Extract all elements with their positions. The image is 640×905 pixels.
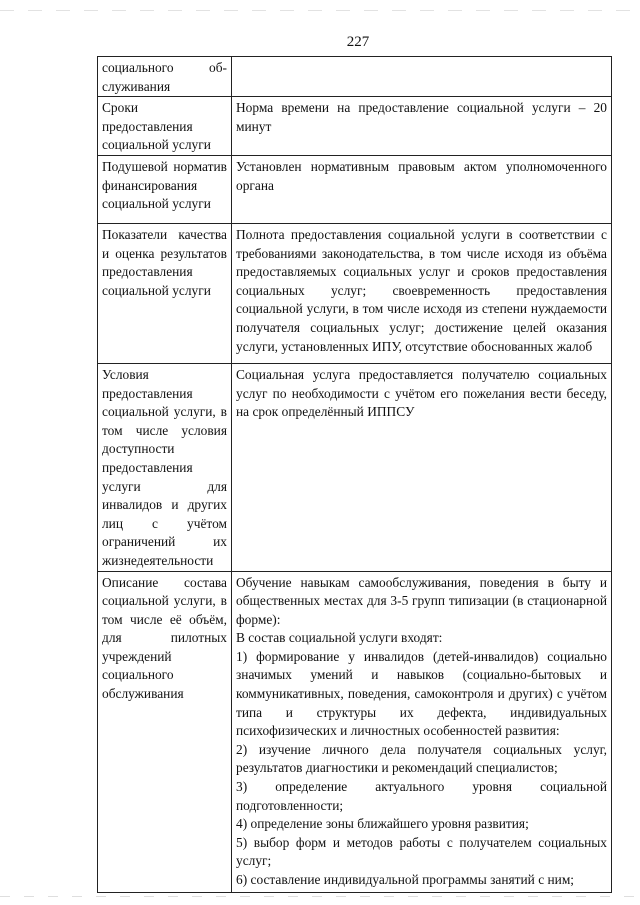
table-row xyxy=(98,97,612,156)
service-line: Обучение навыкам самообслуживания, поведения в быту и общественных местах для 3-5 групп типизации (в стационарной форме): xyxy=(236,574,607,627)
row-label: Подушевой норматив финансирования социальной услуги xyxy=(98,155,232,223)
row-value xyxy=(232,57,612,97)
row-value: Норма времени на предоставление социальной услуги – 20 минут xyxy=(232,97,612,156)
page-number: 227 xyxy=(346,34,370,50)
row-value: Социальная услуга предоставляется получателю социальных услуг по необходимости с учётом его пожелания вести беседу, на срок определённый ИППСУ xyxy=(232,363,612,571)
row-label: социального об-служивания xyxy=(98,57,232,97)
scan-edge-top xyxy=(0,10,640,11)
service-description-table xyxy=(97,56,612,893)
row-label: Описание состава социальной услуги, в том числе её объём, для пилотных учреждений социального обслуживания xyxy=(98,571,232,892)
table-row xyxy=(98,155,612,223)
table-row xyxy=(98,571,612,892)
row-label: Сроки предоставления социальной услуги xyxy=(98,97,232,156)
table-row xyxy=(98,57,612,97)
service-line: В состав социальной услуги входят: xyxy=(236,630,443,646)
service-line: 4) определение зоны ближайшего уровня развития; xyxy=(236,816,529,832)
row-value: Полнота предоставления социальной услуги в соответствии с требованиями законодательства, в том числе исходя из объёма предоставляемых социальных услуг и сроков предоставления социальных услуг; своевременность предоставления социальной услуги, в том числе исходя из степени нуждаемости получателя социальных услуг; достижение целей оказания услуги, установленных ИПУ, отсутствие обоснованных жалоб xyxy=(232,223,612,363)
service-line: 3) определение актуального уровня социальной подготовленности; xyxy=(236,779,607,813)
row-value-list xyxy=(232,571,612,892)
table-row xyxy=(98,223,612,363)
row-label: Показатели качества и оценка результатов предоставления социальной услуги xyxy=(98,223,232,363)
row-label: Условия предоставления социальной услуги, в том числе условия доступности предоставления услуги для инвалидов и других лиц с учётом ограничений их жизнедеятельности xyxy=(98,363,232,571)
service-line: 6) составление индивидуальной программы занятий с ним; xyxy=(236,872,575,887)
table-row xyxy=(98,363,612,571)
service-line: 5) выбор форм и методов работы с получателем социальных услуг; xyxy=(236,834,607,869)
service-line: 1) формирование у инвалидов (детей-инвалидов) социально значимых умений и навыков (социально-бытовых и коммуникативных, поведения, самоконтроля и других) с учётом типа и структуры их дефекта, индивидуальных психофизических и личностных особенностей развития: xyxy=(236,648,607,739)
scan-edge-bottom xyxy=(0,896,640,897)
service-line: 2) изучение личного дела получателя социальных услуг, результатов диагностики и рекомендаций специалистов; xyxy=(236,741,607,776)
row-value: Установлен нормативным правовым актом уполномоченного органа xyxy=(232,155,612,223)
